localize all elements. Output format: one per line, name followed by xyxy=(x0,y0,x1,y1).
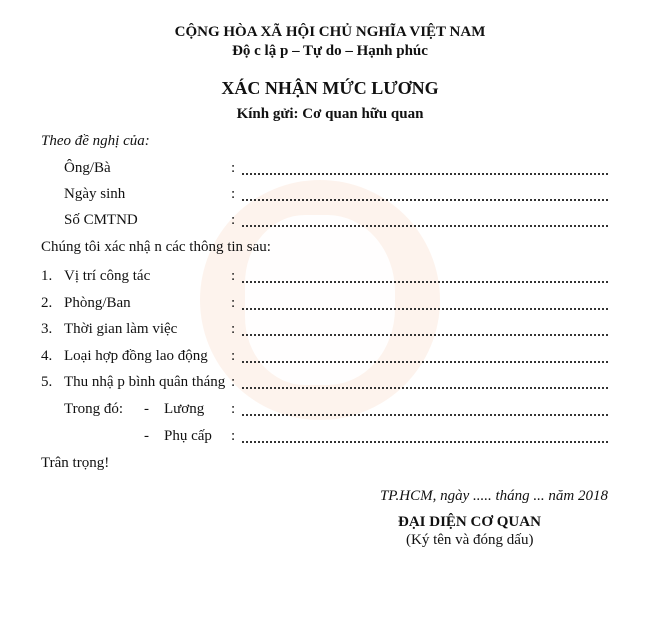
closing-text: Trân trọng! xyxy=(41,455,110,471)
confirm-label: Chúng tôi xác nhậ n các thông tin sau: xyxy=(41,239,271,255)
motto: Độ c lậ p – Tự do – Hạnh phúc xyxy=(232,43,428,59)
item-label: Loại hợp đồng lao động xyxy=(64,348,208,364)
department-fill-line[interactable] xyxy=(242,308,608,310)
dob-fill-line[interactable] xyxy=(242,199,608,201)
work-time-fill-line[interactable] xyxy=(242,334,608,336)
breakdown-dash: - xyxy=(144,401,149,417)
allowance-fill-line[interactable] xyxy=(242,441,608,443)
item-label: Vị trí công tác xyxy=(64,268,151,284)
field-label: Số CMTND xyxy=(64,212,138,228)
salary-fill-line[interactable] xyxy=(242,414,608,416)
request-label: Theo đề nghị của: xyxy=(41,133,150,149)
field-label: Ông/Bà xyxy=(64,160,111,176)
position-fill-line[interactable] xyxy=(242,281,608,283)
field-label: Ngày sinh xyxy=(64,186,126,202)
average-income-fill-line[interactable] xyxy=(242,387,608,389)
recipient-line: Kính gửi: Cơ quan hữu quan xyxy=(236,106,424,122)
item-label: Thu nhậ p bình quân tháng xyxy=(64,374,226,390)
item-label: Phòng/Ban xyxy=(64,295,131,311)
field-colon: : xyxy=(231,186,236,202)
field-colon: : xyxy=(231,160,236,176)
breakdown-colon: : xyxy=(231,428,236,444)
field-colon: : xyxy=(231,212,236,228)
country-heading: CỘNG HÒA XÃ HỘI CHỦ NGHĨA VIỆT NAM xyxy=(174,24,486,40)
signature-note: (Ký tên và đóng dấu) xyxy=(406,532,534,548)
item-label: Thời gian làm việc xyxy=(64,321,178,337)
breakdown-colon: : xyxy=(231,401,236,417)
item-colon: : xyxy=(231,348,236,364)
item-number: 2. xyxy=(41,295,53,311)
breakdown-label: Phụ cấp xyxy=(164,428,212,444)
contract-type-fill-line[interactable] xyxy=(242,361,608,363)
name-fill-line[interactable] xyxy=(242,173,608,175)
breakdown-dash: - xyxy=(144,428,149,444)
item-number: 5. xyxy=(41,374,53,390)
breakdown-prefix: Trong đó: xyxy=(64,401,124,417)
item-colon: : xyxy=(231,295,236,311)
document-title: XÁC NHẬN MỨC LƯƠNG xyxy=(221,78,439,98)
date-line: TP.HCM, ngày ..... tháng ... năm 2018 xyxy=(379,488,608,504)
item-number: 3. xyxy=(41,321,53,337)
item-colon: : xyxy=(231,374,236,390)
item-number: 4. xyxy=(41,348,53,364)
id-fill-line[interactable] xyxy=(242,225,608,227)
item-colon: : xyxy=(231,321,236,337)
breakdown-label: Lương xyxy=(164,401,205,417)
item-number: 1. xyxy=(41,268,53,284)
signature-title: ĐẠI DIỆN CƠ QUAN xyxy=(398,514,541,530)
item-colon: : xyxy=(231,268,236,284)
